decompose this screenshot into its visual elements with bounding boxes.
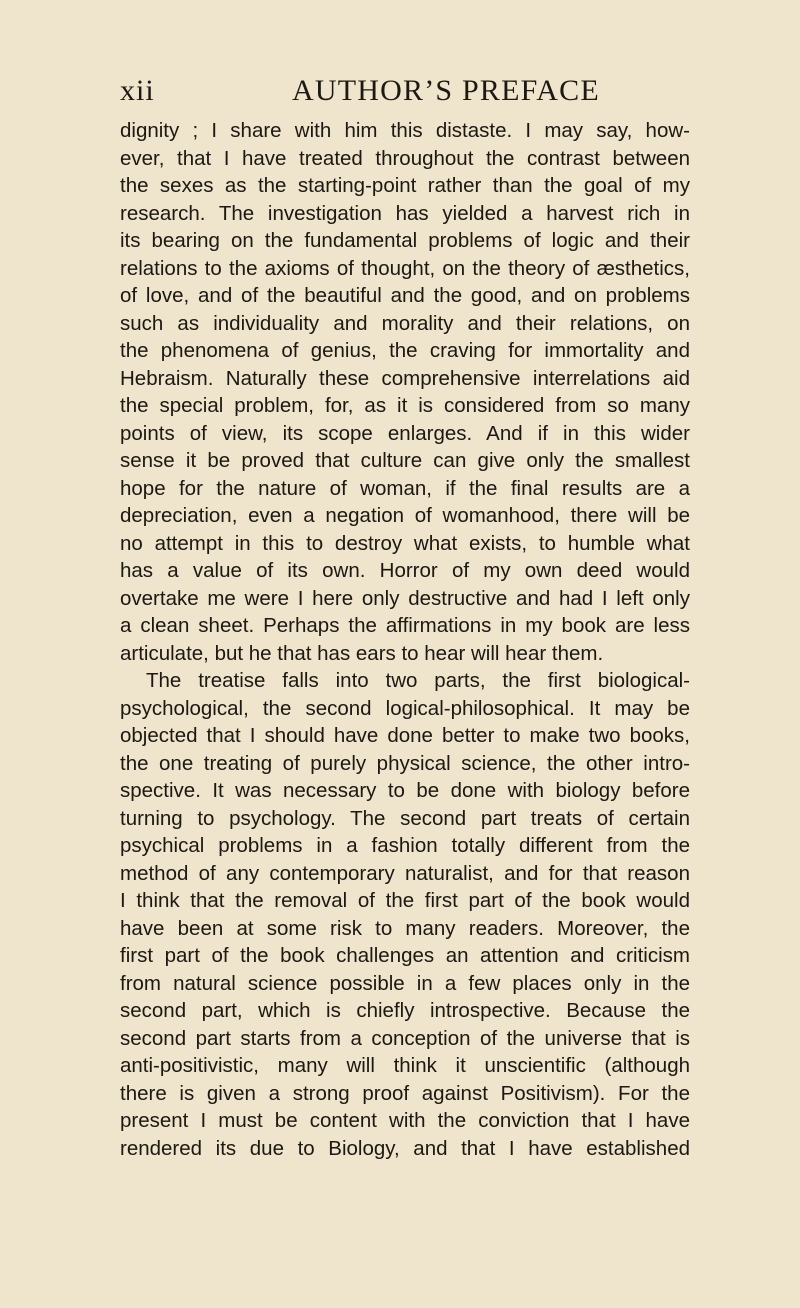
text-line: second part starts from a conception of the universe that is	[120, 1026, 690, 1050]
text-line: I think that the removal of the first part of the book would	[120, 889, 690, 912]
text-line: dignity ; I share with him this distaste. I may say, how-	[120, 119, 690, 142]
text-line: ever, that I have treated throughout the contrast between	[120, 146, 690, 170]
text-line: objected that I should have done better to make two books,	[120, 724, 690, 747]
text-line: The treatise falls into two parts, the first biological-	[146, 669, 690, 692]
text-line: turning to psychology. The second part treats of certain	[120, 806, 690, 830]
page-number: xii	[120, 74, 155, 107]
text-line: psychological, the second logical-philosophical. It may be	[120, 696, 690, 720]
text-line: points of view, its scope enlarges. And if in this wider	[120, 421, 690, 445]
text-line: the phenomena of genius, the craving for immortality and	[120, 339, 690, 362]
text-line: Hebraism. Naturally these comprehensive interrelations aid	[120, 366, 690, 390]
text-line: research. The investigation has yielded a harvest rich in	[120, 201, 690, 225]
body-text	[120, 117, 690, 1162]
text-line: no attempt in this to destroy what exists, to humble what	[120, 531, 690, 555]
text-line: method of any contemporary naturalist, and for that reason	[120, 861, 690, 885]
text-line: anti-positivistic, many will think it unscientific (although	[120, 1054, 690, 1077]
text-line: present I must be content with the conviction that I have	[120, 1109, 690, 1132]
text-line: have been at some risk to many readers. Moreover, the	[120, 916, 690, 940]
text-line: depreciation, even a negation of womanhood, there will be	[120, 504, 690, 527]
text-line: the special problem, for, as it is considered from so many	[120, 394, 690, 417]
text-line: sense it be proved that culture can give only the smallest	[120, 449, 690, 472]
text-line: of love, and of the beautiful and the good, and on problems	[120, 284, 690, 307]
text-line: hope for the nature of woman, if the final results are a	[120, 476, 690, 500]
text-line: overtake me were I here only destructive and had I left only	[120, 586, 690, 610]
text-line: the sexes as the starting-point rather than the goal of my	[120, 174, 690, 197]
text-line: its bearing on the fundamental problems of logic and their	[120, 229, 690, 252]
page-header	[120, 74, 690, 114]
text-line: articulate, but he that has ears to hear will hear them.	[120, 641, 604, 665]
text-line: second part, which is chiefly introspective. Because the	[120, 999, 690, 1022]
text-line: first part of the book challenges an attention and criticism	[120, 944, 690, 967]
text-line: spective. It was necessary to be done with biology before	[120, 779, 690, 802]
paragraph-1	[120, 117, 690, 667]
text-line: rendered its due to Biology, and that I have established	[120, 1136, 690, 1160]
text-line: a clean sheet. Perhaps the affirmations in my book are less	[120, 614, 690, 637]
text-line: such as individuality and morality and their relations, on	[120, 311, 690, 335]
text-line: psychical problems in a fashion totally different from the	[120, 834, 690, 857]
text-line: the one treating of purely physical science, the other intro-	[120, 751, 690, 775]
text-line: relations to the axioms of thought, on the theory of æsthetics,	[120, 256, 690, 280]
text-line: has a value of its own. Horror of my own deed would	[120, 559, 690, 582]
text-line: from natural science possible in a few places only in the	[120, 971, 690, 995]
running-head: AUTHOR’S PREFACE	[292, 74, 600, 107]
paragraph-2	[120, 667, 690, 1162]
text-line: there is given a strong proof against Positivism). For the	[120, 1081, 690, 1105]
